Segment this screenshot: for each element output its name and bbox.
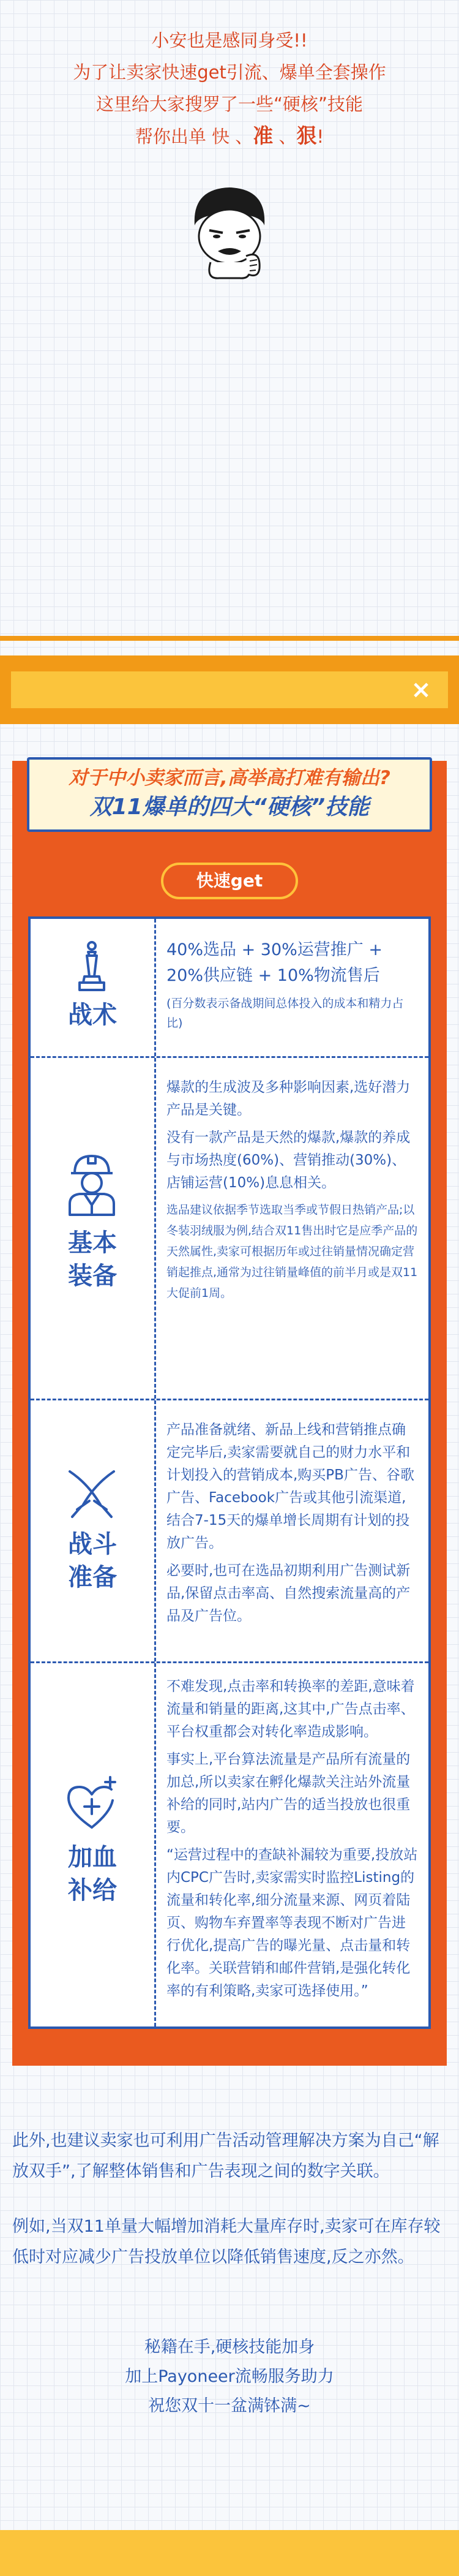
row-label-cell (31, 919, 156, 1056)
outro-paragraph-2 (12, 2212, 447, 2273)
intro-line-4 (0, 120, 459, 153)
crossed-swords-icon (61, 1467, 122, 1522)
outro-paragraph-1 (12, 2126, 447, 2187)
intro-line-4-suffix: ! (316, 126, 324, 147)
table-row (31, 1663, 428, 2026)
row-paragraph: “运营过程中的查缺补漏较为重要,投放站内CPC广告时,卖家需实时监控Listing的流量和转化率,细分流量来源、网页着陆页、购物车弃置率等表现不断对广告进行优化,提高广告的曝光量、点击量和转化率。关联营销和邮件营销,是强化转化率的有利策略,卖家可选择使用。” (166, 1847, 418, 1999)
bottom-bar (0, 2530, 459, 2576)
row-paragraph: 产品准备就绪、新品上线和营销推点确定完毕后,卖家需要就自己的财力水平和计划投入的营销成本,购买PB广告、谷歌广告、Facebook广告或其他引流渠道,结合7-15天的爆单增长周期有计划的投放广告。 (166, 1422, 414, 1551)
row-paragraph: 40%选品 + 30%运营推广 + 20%供应链 + 10%物流售后 (166, 940, 383, 985)
quick-get-pill: 快速get (161, 863, 298, 899)
row-title-line-2: 准备 (68, 1563, 117, 1592)
row-content (166, 1076, 419, 1309)
construction-worker-icon (61, 1150, 122, 1217)
table-row (31, 919, 428, 1058)
row-label-cell (31, 1058, 156, 1399)
row-paragraph: 必要时,也可在选品初期利用广告测试新品,保留点击率高、自然搜索流量高的产品及广告位。 (166, 1563, 411, 1624)
row-note: (百分数表示备战期间总体投入的成本和精力占比) (166, 997, 404, 1030)
intro-line-4-sep: 、 (273, 126, 297, 147)
table-row (31, 1058, 428, 1400)
closing-line-3: 祝您双十一盆满钵满~ (148, 2397, 311, 2415)
card-header-subtitle: 对于中小卖家而言,高举高打难有输出? (69, 767, 390, 789)
intro-line-2: 为了让卖家快速get引流、爆单全套操作 (73, 62, 386, 83)
row-label-cell (31, 1400, 156, 1661)
closing-line-1: 秘籍在手,硬核技能加身 (144, 2338, 315, 2357)
row-title-line-2: 补给 (68, 1876, 117, 1905)
intro-line-1: 小安也是感同身受!! (151, 30, 308, 51)
closing-line-2: 加上Payoneer流畅服务助力 (125, 2367, 334, 2386)
outro-text-1: 此外,也建议卖家也可利用广告活动管理解决方案为自己“解放双手”,了解整体销售和广告表现之间的数字关联。 (12, 2131, 439, 2181)
heart-plus-icon (61, 1773, 122, 1835)
row-paragraph: 没有一款产品是天然的爆款,爆款的养成与市场热度(60%)、营销推动(30%)、店铺运营(10%)息息相关。 (166, 1130, 411, 1191)
table-row (31, 1400, 428, 1663)
banner (0, 655, 459, 724)
close-icon[interactable]: × (411, 676, 431, 704)
intro-text (0, 25, 459, 153)
intro-line-4-prefix: 帮你出单 快 、 (135, 126, 253, 147)
row-paragraph: 事实上,平台算法流量是产品所有流量的加总,所以卖家在孵化爆款关注站外流量补给的同时,站内广告的适当投放也很重要。 (166, 1751, 411, 1835)
card-header (27, 757, 432, 832)
row-title-line-1: 战斗 (68, 1530, 117, 1558)
outro-text-2: 例如,当双11单量大幅增加消耗大量库存时,卖家可在库存较低时对应减少广告投放单位以降低销售速度,反之亦然。 (12, 2217, 441, 2267)
card-header-title: 双11爆单的四大“硬核”技能 (89, 795, 370, 820)
intro-line-3: 这里给大家搜罗了一些“硬核”技能 (95, 94, 364, 115)
row-content (166, 1419, 419, 1633)
row-title-line-1: 加血 (68, 1843, 117, 1872)
row-paragraph: 爆款的生成波及多种影响因素,选好潜力产品是关键。 (166, 1079, 411, 1118)
row-content (166, 1675, 419, 2008)
intro-emphasis-2: 狠 (296, 124, 317, 148)
chess-piece-icon (61, 940, 122, 995)
row-title-line-1: 基本 (68, 1229, 117, 1257)
row-paragraph: 不难发现,点击率和转换率的差距,意味着流量和销量的距离,这其中,广告点击率、平台权重都会对转化率造成影响。 (166, 1679, 415, 1740)
banner-inner (11, 671, 448, 708)
row-label-cell (31, 1663, 156, 2026)
skills-table (28, 916, 431, 2029)
row-paragraph: 选品建议依据季节选取当季或节假日热销产品;以冬装羽绒服为例,结合双11售出时它是应季产品的天然属性,卖家可根据历年或过往销量情况确定营销起推点,通常为过往销量峰值的前半月或是双11大促前1周。 (166, 1203, 418, 1300)
closing-text (0, 2333, 459, 2421)
row-title-line-2: 装备 (68, 1262, 117, 1290)
banner-top-stripe (0, 636, 459, 641)
intro-emphasis-1: 准 (253, 124, 274, 148)
meme-face-icon (187, 183, 272, 281)
row-content (166, 937, 419, 1038)
row-title: 战术 (68, 1001, 117, 1029)
